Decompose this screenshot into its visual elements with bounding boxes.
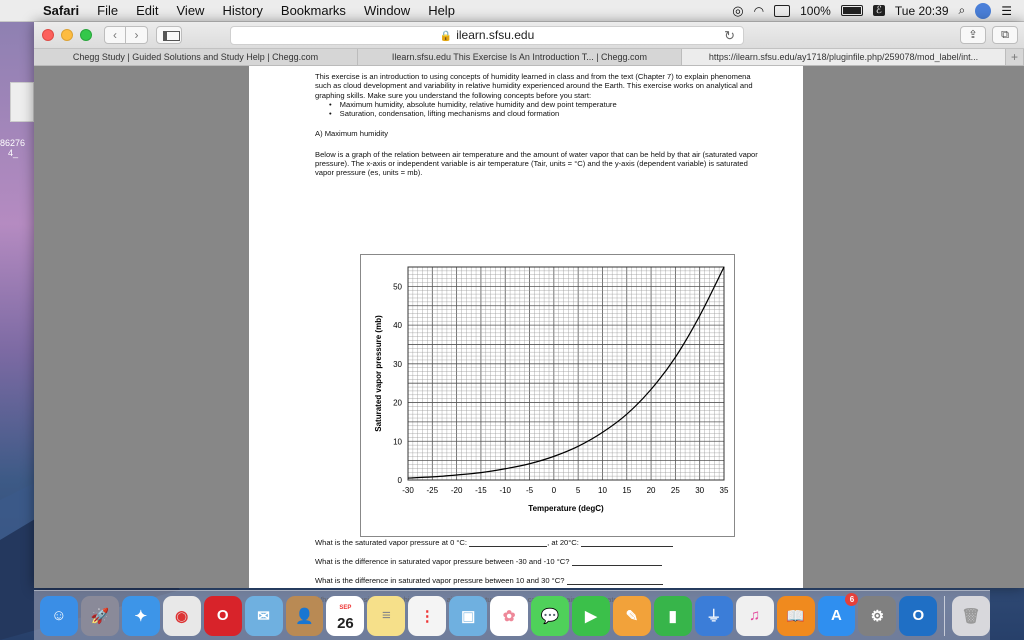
keynote-icon[interactable]: ⏚: [695, 596, 733, 636]
vapor-pressure-chart: [360, 254, 735, 537]
graph-description: Below is a graph of the relation between air temperature and the amount of water vapor that can be held by that air (saturated vapor pressure). The x-axis or independent variable is air temperature (Tair, units = °C) and the y-axis (dependent variable) is saturated vapor pressure (es, units = mb).: [315, 149, 758, 178]
document-page: [249, 66, 803, 604]
pages-icon[interactable]: ✎: [613, 596, 651, 636]
app-store-icon[interactable]: A 6: [818, 596, 856, 636]
desktop-file-icon[interactable]: [10, 82, 34, 122]
notes-icon[interactable]: ≡: [367, 596, 405, 636]
itunes-icon[interactable]: ♫: [736, 596, 774, 636]
safari-window: [34, 22, 1024, 604]
reminders-icon[interactable]: ⋮: [408, 596, 446, 636]
answer-blank-q2: [572, 558, 662, 566]
spotlight-icon[interactable]: ⌕: [958, 3, 966, 17]
address-bar[interactable]: [230, 26, 744, 45]
question-2: [315, 557, 662, 566]
question-1: [315, 538, 673, 547]
question-2-text: What is the difference in saturated vapor pressure between -30 and -10 °C?: [315, 557, 570, 566]
x-tick-label: -30: [402, 486, 414, 495]
x-tick-label: 5: [575, 486, 581, 495]
battery-icon[interactable]: [841, 5, 863, 16]
desktop-label-2: 4_: [8, 148, 19, 158]
page-content: [34, 66, 1024, 604]
x-tick-label: 30: [695, 486, 705, 495]
app-store-badge: 6: [845, 593, 858, 606]
x-tick-label: 0: [551, 486, 557, 495]
concept-item-2: • Saturation, condensation, lifting mechanisms and cloud formation: [329, 109, 759, 118]
dock-separator: [944, 596, 945, 636]
window-controls: [42, 29, 92, 41]
lock-icon: 🔒: [439, 31, 453, 42]
x-tick-label: -25: [426, 486, 439, 495]
menu-help[interactable]: Help: [428, 3, 455, 18]
toolbar: [34, 22, 1024, 48]
contacts-icon[interactable]: 👤: [286, 596, 324, 636]
calendar-month: SEP: [339, 604, 352, 611]
answer-blank-0c: [469, 539, 547, 547]
messages-icon[interactable]: 💬: [531, 596, 569, 636]
x-tick-label: -5: [525, 486, 534, 495]
tab-overview-button[interactable]: ⧉: [992, 26, 1018, 44]
chrome-icon[interactable]: ◉: [163, 596, 201, 636]
safari-icon[interactable]: ✦: [122, 596, 160, 636]
system-preferences-icon[interactable]: ⚙: [858, 596, 896, 636]
new-tab-button[interactable]: +: [1006, 49, 1024, 65]
input-source-icon[interactable]: ℰ: [873, 5, 885, 16]
mail-icon[interactable]: ✉: [245, 596, 283, 636]
x-tick-label: 35: [719, 486, 729, 495]
x-tick-label: 20: [646, 486, 656, 495]
wifi-icon[interactable]: ◠: [753, 3, 765, 18]
x-tick-label: 25: [670, 486, 680, 495]
calendar-icon[interactable]: [326, 596, 364, 636]
ibooks-icon[interactable]: 📖: [777, 596, 815, 636]
outlook-icon[interactable]: O: [899, 596, 937, 636]
menu-file[interactable]: File: [97, 3, 119, 18]
plot-frame: [408, 267, 724, 480]
question-1b-text: , at 20°C:: [547, 538, 579, 547]
intro-paragraph: This exercise is an introduction to using concepts of humidity learned in class and from the text (Chapter 7) to explain phenomena such as cloud development and variability in relative humidity experienced around the Earth. This exercise works on analytical and graphing skills. Make sure you understand the following concepts before you start:: [315, 72, 753, 100]
siri-icon[interactable]: [975, 3, 991, 19]
toolbar-right: [960, 26, 1018, 44]
question-4-text: What basic air water: [315, 595, 621, 604]
share-button[interactable]: ⇪: [960, 26, 986, 44]
app-menu[interactable]: Safari: [43, 3, 80, 18]
target-icon[interactable]: ◎: [732, 2, 744, 18]
x-tick-label: 10: [598, 486, 607, 495]
x-tick-label: -15: [475, 486, 487, 495]
sidebar-toggle-button[interactable]: [156, 26, 182, 44]
minimize-button[interactable]: [61, 29, 73, 41]
section-heading: A) Maximum humidity: [315, 129, 388, 139]
concept-item-1: • Maximum humidity, absolute humidity, relative humidity and dew point temperature: [329, 100, 759, 109]
menu-edit[interactable]: Edit: [136, 3, 159, 18]
answer-blank-20c: [581, 539, 673, 547]
y-tick-label: 20: [393, 398, 402, 408]
chart-svg: [361, 255, 736, 538]
back-button[interactable]: ‹: [104, 26, 126, 44]
menu-window[interactable]: Window: [363, 3, 411, 18]
tab-bar: [34, 48, 1024, 66]
question-3-text: What is the difference in saturated vapor pressure between 10 and 30 °C?: [315, 576, 565, 585]
reload-icon[interactable]: ↻: [724, 28, 735, 43]
numbers-icon[interactable]: ▮: [654, 596, 692, 636]
trash-icon[interactable]: 🗑: [952, 596, 990, 636]
y-tick-label: 0: [397, 476, 402, 485]
y-tick-label: 40: [393, 321, 402, 331]
forward-button[interactable]: ›: [126, 26, 148, 44]
close-button[interactable]: [42, 29, 54, 41]
desktop-file-label: [0, 138, 34, 158]
tab-chegg-exercise[interactable]: Ilearn.sfsu.edu This Exercise Is An Introduction T... | Chegg.com: [358, 49, 682, 65]
nav-buttons: [104, 26, 148, 44]
notification-center-icon[interactable]: ☰: [1001, 3, 1012, 18]
y-tick-label: 10: [393, 437, 402, 447]
menu-view[interactable]: View: [176, 3, 205, 18]
dock: [34, 590, 990, 640]
y-axis-label: Saturated vapor pressure (mb): [374, 315, 383, 432]
address-text: ilearn.sfsu.edu: [456, 28, 535, 42]
airplay-icon[interactable]: [774, 5, 790, 17]
y-tick-label: 30: [393, 359, 402, 369]
x-tick-label: -10: [499, 486, 512, 495]
vapor-pressure-curve: [408, 267, 724, 478]
tab-chegg-study[interactable]: Chegg Study | Guided Solutions and Study Help | Chegg.com: [34, 49, 358, 65]
x-axis-label: Temperature (degC): [528, 504, 604, 513]
status-area: [732, 3, 1024, 19]
y-tick-label: 50: [393, 282, 402, 292]
question-1a-text: What is the saturated vapor pressure at 0 °C:: [315, 538, 468, 547]
question-3: [315, 576, 663, 585]
menu-bookmarks[interactable]: Bookmarks: [280, 3, 346, 18]
facetime-icon[interactable]: ▶: [572, 596, 610, 636]
calendar-day: 26: [337, 614, 354, 632]
finder-icon[interactable]: ☺: [40, 596, 78, 636]
tab-ilearn-pdf[interactable]: https://ilearn.sfsu.edu/ay1718/pluginfile.php/259078/mod_label/int...: [682, 49, 1006, 65]
menu-bar: [0, 0, 1024, 22]
desktop-label-1: 86276: [0, 138, 26, 148]
photos-icon[interactable]: ✿: [490, 596, 528, 636]
answer-blank-q3: [567, 577, 663, 585]
x-tick-label: -20: [450, 486, 463, 495]
preview-icon[interactable]: ▣: [449, 596, 487, 636]
launchpad-icon[interactable]: 🚀: [81, 596, 119, 636]
clock[interactable]: Tue 20:39: [894, 3, 949, 18]
menu-history[interactable]: History: [222, 3, 263, 18]
battery-percent: 100%: [800, 3, 831, 18]
opera-icon[interactable]: O: [204, 596, 242, 636]
x-tick-label: 15: [622, 486, 632, 495]
concept-list: [329, 100, 759, 119]
zoom-button[interactable]: [80, 29, 92, 41]
